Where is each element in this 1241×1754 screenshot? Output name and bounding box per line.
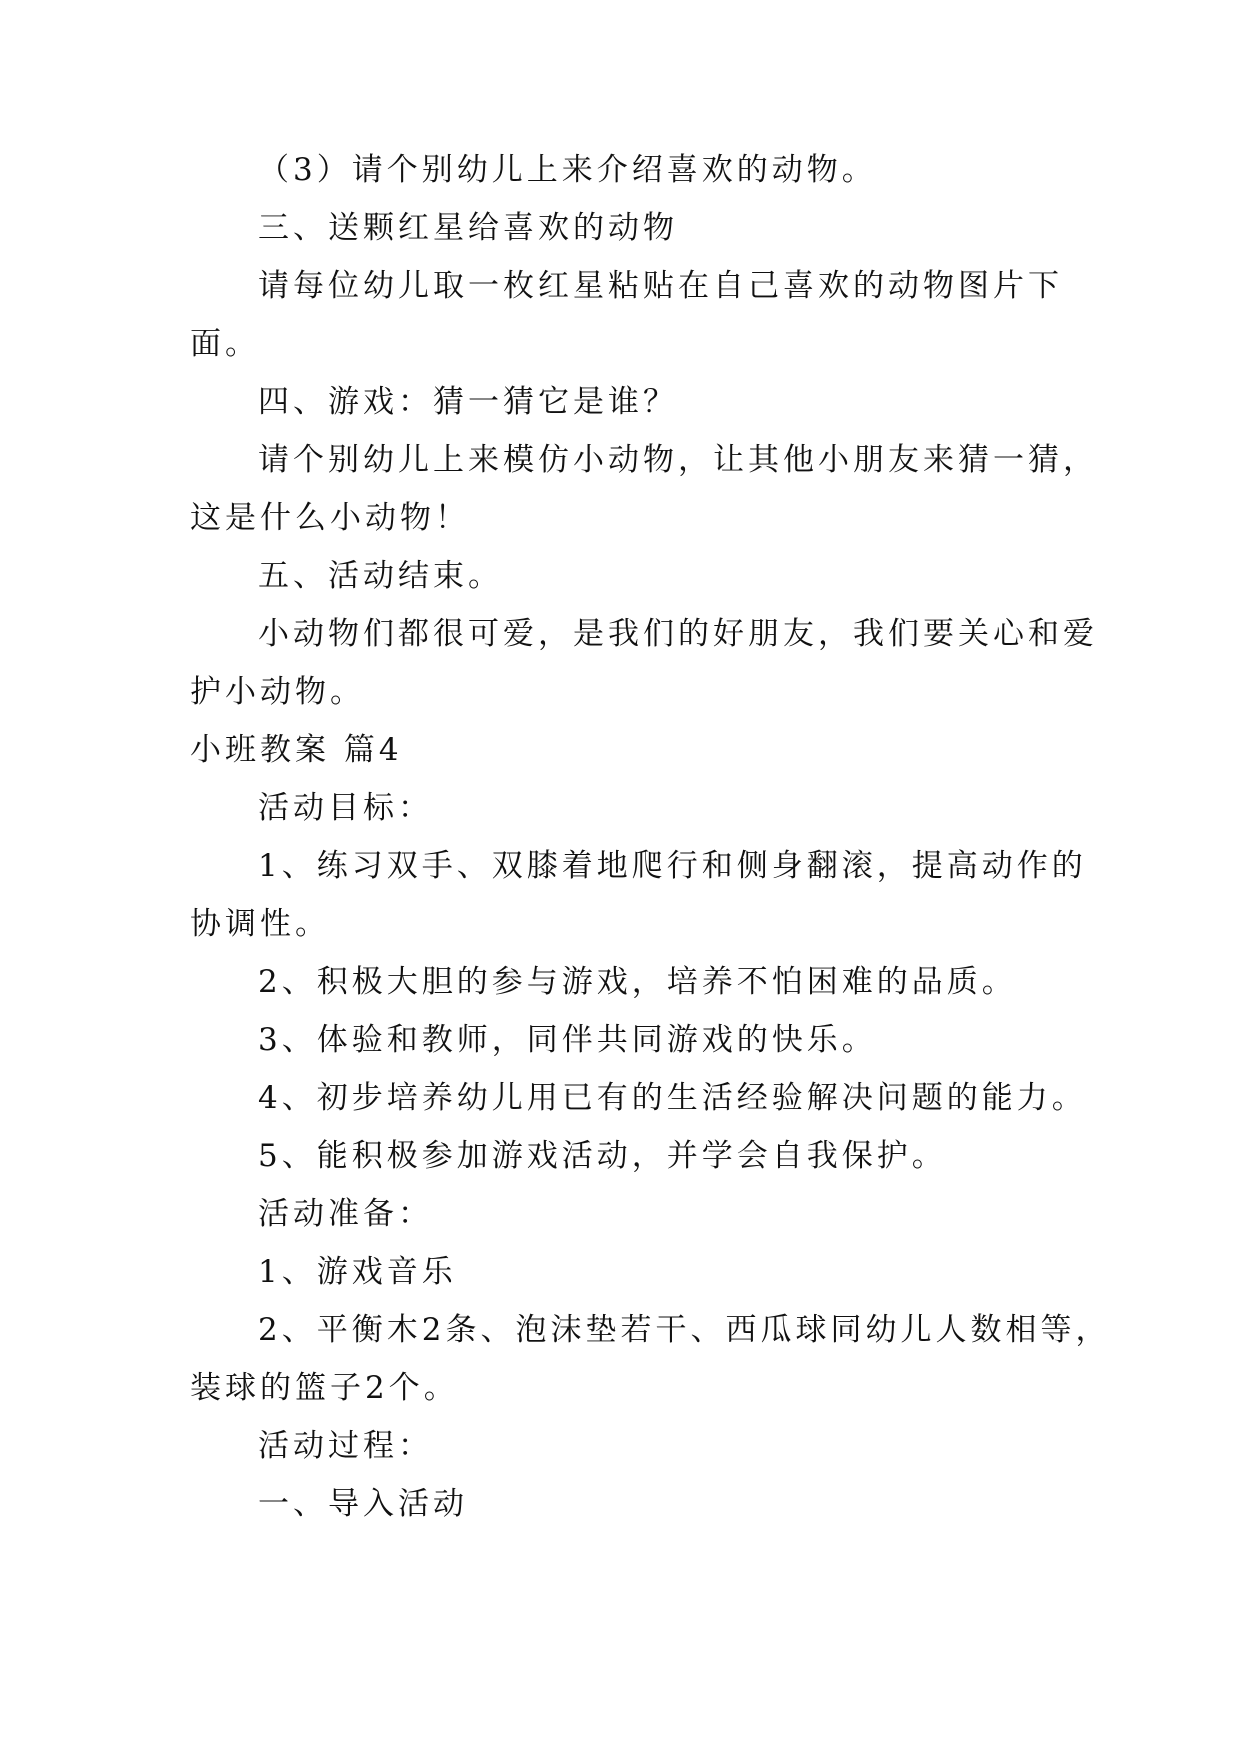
- paragraph-line: 这是什么小动物！: [190, 500, 470, 536]
- section-heading: 活动目标：: [258, 790, 433, 826]
- section-heading: 活动过程：: [258, 1428, 433, 1464]
- paragraph-line: 请个别幼儿上来模仿小动物，让其他小朋友来猜一猜，: [258, 442, 1098, 478]
- list-item: 1、游戏音乐: [258, 1254, 457, 1290]
- section-heading: 活动准备：: [258, 1196, 433, 1232]
- section-heading: 五、活动结束。: [258, 558, 503, 594]
- paragraph-line: 请每位幼儿取一枚红星粘贴在自己喜欢的动物图片下: [258, 268, 1063, 304]
- section-heading: 三、送颗红星给喜欢的动物: [258, 210, 678, 246]
- list-item: 1、练习双手、双膝着地爬行和侧身翻滚，提高动作的: [258, 848, 1087, 884]
- section-heading: 四、游戏：猜一猜它是谁？: [258, 384, 678, 420]
- paragraph-line: 面。: [190, 326, 260, 362]
- list-item: 3、体验和教师，同伴共同游戏的快乐。: [258, 1022, 877, 1058]
- article-title: 小班教案 篇4: [190, 732, 403, 768]
- list-item: 2、平衡木2条、泡沫垫若干、西瓜球同幼儿人数相等，: [258, 1312, 1111, 1348]
- list-item: 5、能积极参加游戏活动，并学会自我保护。: [258, 1138, 947, 1174]
- paragraph-line: 护小动物。: [190, 674, 365, 710]
- list-item: 4、初步培养幼儿用已有的生活经验解决问题的能力。: [258, 1080, 1087, 1116]
- list-item-continuation: 装球的篮子2个。: [190, 1370, 459, 1406]
- paragraph-line: 小动物们都很可爱，是我们的好朋友，我们要关心和爱: [258, 616, 1098, 652]
- list-item-continuation: 协调性。: [190, 906, 330, 942]
- section-heading: 一、导入活动: [258, 1486, 468, 1522]
- paragraph-line: （3）请个别幼儿上来介绍喜欢的动物。: [258, 152, 877, 188]
- list-item: 2、积极大胆的参与游戏，培养不怕困难的品质。: [258, 964, 1017, 1000]
